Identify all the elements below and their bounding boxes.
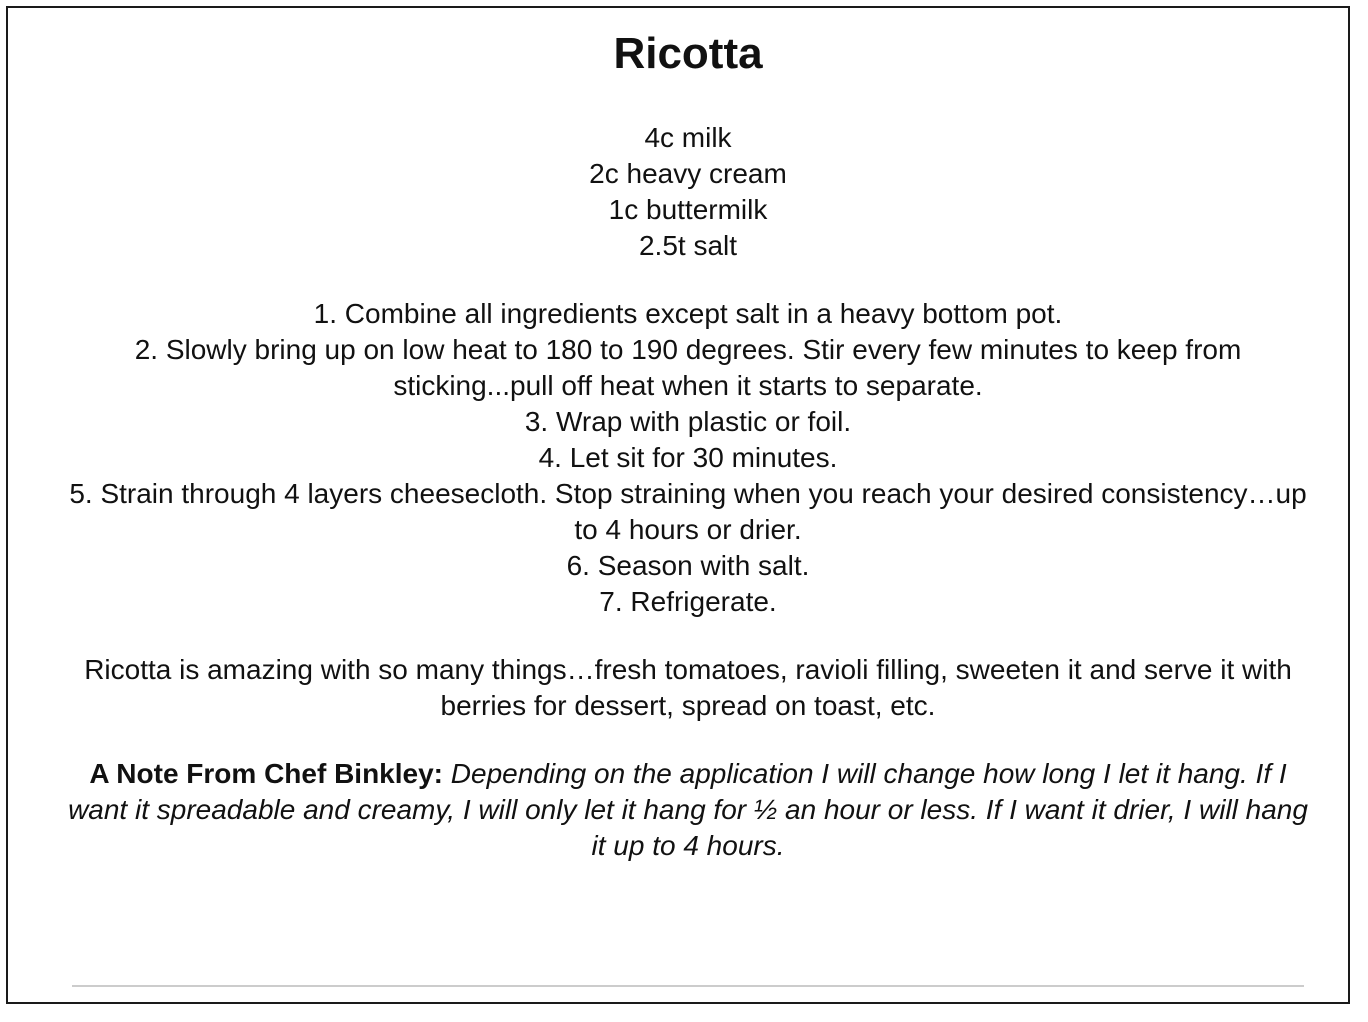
instruction-step: 3. Wrap with plastic or foil.	[524, 406, 852, 437]
chef-note-text: Depending on the application I will change how long I let it hang. If I want it spreadable and creamy, I will only let it hang for ½ an hour or less. If I want it drier, I will hang it up to 4 hours.	[68, 758, 1308, 861]
instruction-list	[66, 296, 1310, 620]
instruction-step: 2. Slowly bring up on low heat to 180 to 190 degrees. Stir every few minutes to keep from sticking...pull off heat when it starts to separate.	[134, 334, 1242, 401]
instruction-step: 1. Combine all ingredients except salt in a heavy bottom pot.	[313, 298, 1063, 329]
bottom-divider	[72, 985, 1304, 987]
chef-note-label: A Note From Chef Binkley:	[89, 758, 443, 789]
recipe-title: Ricotta	[613, 29, 763, 78]
recipe-content	[66, 26, 1310, 892]
ingredient-item: 2.5t salt	[638, 230, 738, 261]
instruction-step: 4. Let sit for 30 minutes.	[538, 442, 838, 473]
ingredient-item: 1c buttermilk	[608, 194, 768, 225]
ingredient-item: 2c heavy cream	[589, 158, 787, 189]
serving-suggestion: Ricotta is amazing with so many things…fresh tomatoes, ravioli filling, sweeten it and serve it with berries for dessert, spread on toast, etc.	[84, 654, 1292, 721]
ingredient-item: 4c milk	[644, 122, 732, 153]
instruction-step: 6. Season with salt.	[566, 550, 810, 581]
ingredient-list	[66, 120, 1310, 264]
chef-note	[66, 756, 1310, 864]
instruction-step: 5. Strain through 4 layers cheesecloth. Stop straining when you reach your desired consistency…up to 4 hours or drier.	[69, 478, 1307, 545]
page-frame	[6, 6, 1350, 1004]
instruction-step: 7. Refrigerate.	[599, 586, 777, 617]
